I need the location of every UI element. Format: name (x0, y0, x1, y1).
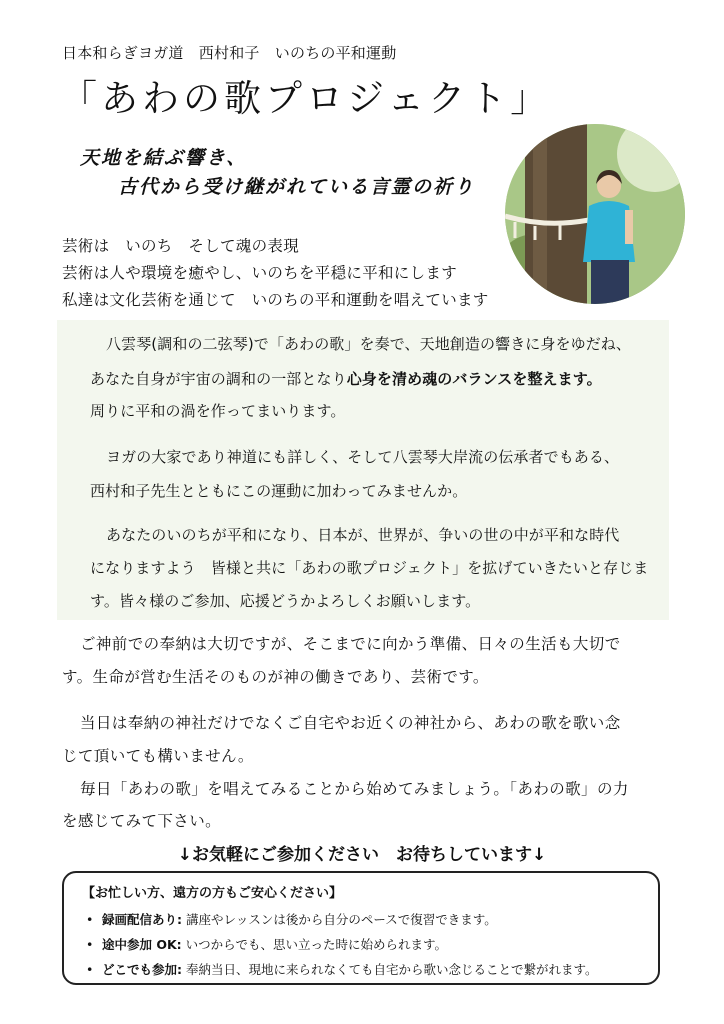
portrait-illustration (505, 124, 685, 304)
info-item (86, 960, 598, 978)
call-to-action: ↓お気軽にご参加ください お待ちしています↓ (177, 845, 547, 865)
info-item-text: 講座やレッスンは後から自分のペースで復習できます。 (185, 912, 497, 927)
bullet-icon: • (86, 962, 94, 977)
panel-p1-line-1: 八雲琴(調和の二弦琴)で「あわの歌」を奏で、天地創造の響きに身をゆだね、 (106, 335, 632, 353)
panel-p3-line-3: す。皆々様のご参加、応援どうかよろしくお願いします。 (90, 592, 481, 610)
info-item-label: どこでも参加: (102, 962, 182, 977)
intro-line-1: 芸術は いのち そして魂の表現 (62, 237, 300, 255)
info-item-label: 途中参加 OK: (102, 937, 182, 952)
body-p2-line-1: 当日は奉納の神社だけでなくご自宅やお近くの神社から、あわの歌を歌い念 (80, 714, 621, 732)
info-item-text: 奉納当日、現地に来られなくても自宅から歌い念じることで繋がれます。 (185, 962, 598, 977)
body-p1-line-2: す。生命が営む生活そのものが神の働きであり、芸術です。 (62, 668, 489, 686)
panel-p1-line-3: 周りに平和の渦を作ってまいります。 (90, 402, 346, 420)
header-top-line: 日本和らぎヨガ道 西村和子 いのちの平和運動 (62, 44, 397, 62)
panel-p1-line-2-text: あなた自身が宇宙の調和の一部となり (90, 370, 347, 388)
intro-line-3: 私達は文化芸術を通じて いのちの平和運動を唱えています (62, 291, 489, 309)
body-p3-line-2: を感じてみて下さい。 (62, 812, 222, 830)
panel-p1-emphasis: 心身を清め魂のバランスを整えます。 (346, 370, 602, 388)
info-item (86, 910, 497, 928)
subtitle-line-2: 古代から受け継がれている言霊の祈り (118, 176, 476, 198)
subtitle-line-1: 天地を結ぶ響き、 (80, 147, 248, 169)
panel-p2-line-2: 西村和子先生とともにこの運動に加わってみませんか。 (90, 482, 468, 500)
panel-p3-line-1: あなたのいのちが平和になり、日本が、世界が、争いの世の中が平和な時代 (106, 526, 620, 544)
info-item-label: 録画配信あり: (102, 912, 182, 927)
bullet-icon: • (86, 937, 94, 952)
body-p1-line-1: ご神前での奉納は大切ですが、そこまでに向かう準備、日々の生活も大切で (80, 635, 621, 653)
bullet-icon: • (86, 912, 94, 927)
panel-p2-line-1: ヨガの大家であり神道にも詳しく、そして八雲琴大岸流の伝承者でもある、 (106, 448, 620, 466)
body-p2-line-2: じて頂いても構いません。 (62, 747, 254, 765)
panel-p1-line-2 (90, 368, 602, 389)
page-title: 「あわの歌プロジェクト」 (60, 77, 552, 120)
info-heading: 【お忙しい方、遠方の方もご安心ください】 (82, 886, 343, 901)
info-item (86, 935, 447, 953)
intro-line-2: 芸術は人や環境を癒やし、いのちを平穏に平和にします (62, 264, 458, 282)
panel-p3-line-2: になりますよう 皆様と共に「あわの歌プロジェクト」を拡げていきたいと存じま (90, 559, 649, 577)
body-p3-line-1: 毎日「あわの歌」を唱えてみることから始めてみましょう。「あわの歌」の力 (80, 780, 629, 798)
portrait-photo (505, 124, 685, 304)
info-item-text: いつからでも、思い立った時に始められます。 (185, 937, 448, 952)
